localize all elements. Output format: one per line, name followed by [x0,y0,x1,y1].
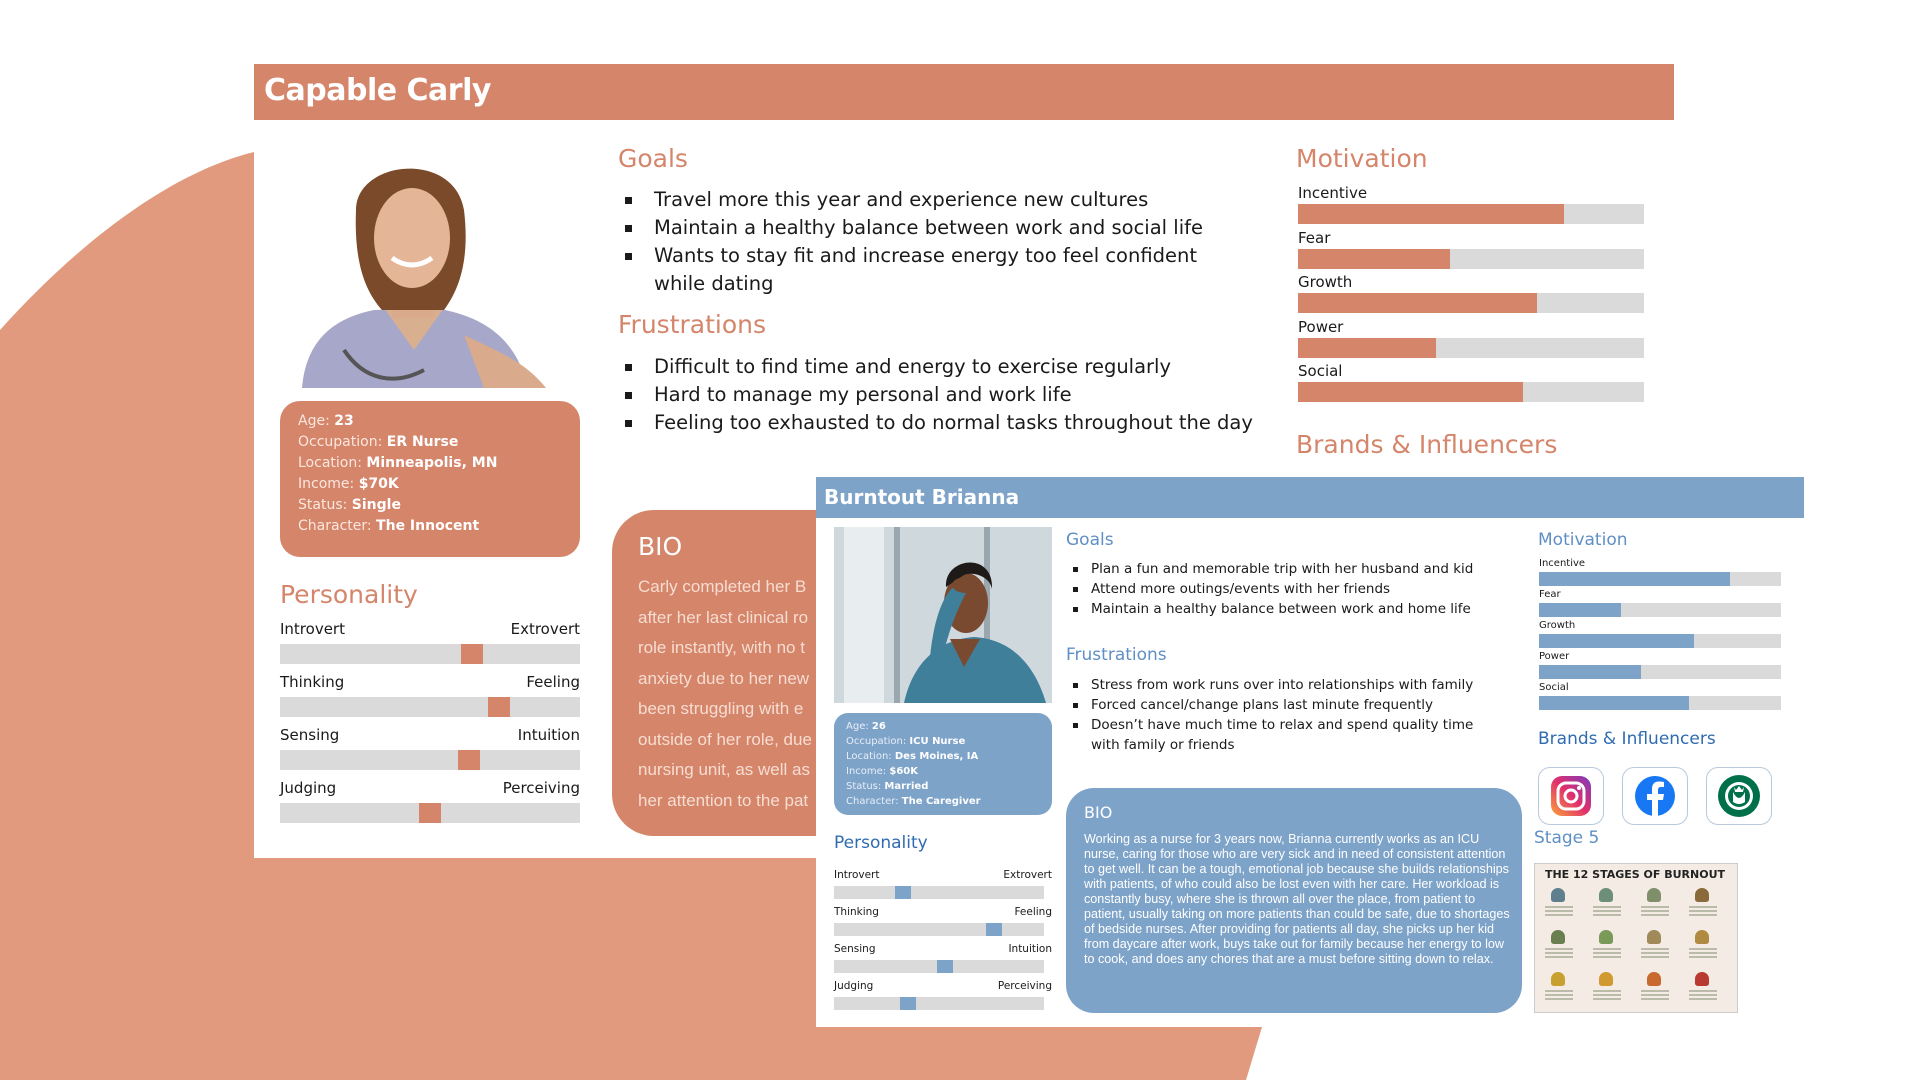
personality-slider-knob [458,750,480,770]
stage-caption-line [1593,952,1621,954]
motivation-bar-fill [1539,572,1730,586]
age-label: Age: [846,721,869,732]
brands-heading: Brands & Influencers [1538,729,1716,749]
stage-caption-line [1545,948,1573,950]
bio-line: role instantly, with no t [638,638,805,657]
demographics-box [834,713,1052,815]
location-label: Location: [298,455,362,471]
frustrations-list [1066,675,1506,755]
burnout-stages-graphic [1534,863,1738,1013]
personality-slider-knob [488,697,510,717]
income-label: Income: [846,766,887,777]
goals-list [618,186,1218,298]
stage-caption-line [1593,906,1621,908]
goal-item: Travel more this year and experience new cultures [618,186,1218,214]
motivation-bar-fill [1539,665,1641,679]
goal-item: Attend more outings/events with her friends [1066,579,1506,599]
personality-left-label: Thinking [280,673,345,691]
frustration-item: Stress from work runs over into relationships with family [1066,675,1506,695]
stage-caption-line [1689,990,1717,992]
motivation-label: Incentive [1298,184,1368,202]
stage-icon [1647,888,1661,902]
stage-caption-line [1545,910,1573,912]
occupation-value: ER Nurse [386,434,459,450]
motivation-label: Incentive [1539,558,1586,569]
frustrations-heading: Frustrations [618,310,767,339]
motivation-bar-track [1539,572,1781,586]
persona-photo [284,150,554,388]
stage-caption-line [1689,952,1717,954]
frustration-item: Doesn’t have much time to relax and spend quality time with family or friends [1066,715,1506,755]
stage-caption-line [1593,994,1621,996]
stage-caption-line [1689,906,1717,908]
personality-slider-track [280,750,580,770]
personality-slider-track [834,923,1044,936]
bio-line: after her last clinical ro [638,607,809,627]
persona-header [816,477,1804,518]
stage-caption-line [1641,994,1669,996]
goals-heading: Goals [618,144,688,173]
stage-caption-line [1545,990,1573,992]
personality-slider-track [834,886,1044,899]
personality-heading: Personality [834,833,928,853]
stage-label: Stage 5 [1534,828,1600,848]
personality-right-label: Feeling [526,673,580,691]
stage-caption-line [1593,990,1621,992]
income-value: $60K [889,766,918,777]
personality-slider-track [280,644,580,664]
location-value: Des Moines, IA [894,751,979,762]
motivation-bar-fill [1298,293,1537,313]
occupation-value: ICU Nurse [909,736,966,747]
stage-caption-line [1641,956,1669,958]
stage-caption-line [1689,956,1717,958]
stage-icon [1551,930,1565,944]
stage-caption-line [1593,998,1621,1000]
personality-slider-track [280,697,580,717]
frustration-item: Feeling too exhausted to do normal tasks throughout the day [618,409,1278,437]
age-label: Age: [298,413,330,429]
motivation-bar-track [1298,293,1644,313]
personality-slider-knob [895,886,911,899]
demographics-box [280,401,580,557]
personality-right-label: Feeling [1014,906,1052,918]
motivation-bar-fill [1298,382,1523,402]
goal-item: Wants to stay fit and increase energy too feel confident while dating [618,242,1218,298]
stage-icon [1695,930,1709,944]
motivation-bar-fill [1539,603,1621,617]
character-value: The Caregiver [901,796,981,807]
stage-caption-line [1641,948,1669,950]
motivation-bar-track [1298,249,1644,269]
brands-heading: Brands & Influencers [1296,430,1558,459]
motivation-bar-fill [1539,634,1694,648]
status-label: Status: [298,497,348,513]
stage-caption-line [1545,906,1573,908]
goal-item: Plan a fun and memorable trip with her husband and kid [1066,559,1506,579]
stage-icon [1599,972,1613,986]
frustration-item: Forced cancel/change plans last minute frequently [1066,695,1506,715]
motivation-bar-track [1539,634,1781,648]
occupation-label: Occupation: [846,736,907,747]
stage-caption-line [1545,952,1573,954]
personality-slider-knob [900,997,916,1010]
bio-heading: BIO [638,532,683,561]
personality-left-label: Sensing [280,726,340,744]
stage-icon [1695,888,1709,902]
personality-left-label: Judging [834,980,874,992]
persona-header [254,64,1674,120]
motivation-label: Fear [1298,228,1331,247]
stage-caption-line [1593,956,1621,958]
bio-line: her attention to the pat [638,790,809,810]
personality-right-label: Perceiving [502,779,580,797]
bio-line: been struggling with e [638,699,804,718]
personality-slider-knob [986,923,1002,936]
location-label: Location: [846,751,892,762]
income-label: Income: [298,476,355,492]
stage-icon [1695,972,1709,986]
bio-line: Carly completed her B [638,577,807,596]
goals-heading: Goals [1066,530,1114,550]
stage-icon [1551,972,1565,986]
age-value: 26 [871,721,886,732]
bio-text: Working as a nurse for 3 years now, Brianna currently works as an ICU nurse, caring for those who are very sick and in need of consistent attention to get well. It can be a tough, emotional job because she builds relationships with patients, of who could also be lost even with her care. Her workload is constantly busy, where she is thrown all over the place, from patient to patient, usually taking on more patients than could be safe, due to shortages of bedside nurses. After providing for patients all day, she picks up her kid from daycare after work, buys take out for family because her energy to low to cook, and does any chores that are a must before sitting down to relax. [1084,832,1510,966]
stage-icon [1599,930,1613,944]
motivation-bar-track [1539,603,1781,617]
bio-heading: BIO [1084,803,1113,822]
stage-caption-line [1641,906,1669,908]
stage-caption-line [1689,910,1717,912]
motivation-heading: Motivation [1296,144,1428,173]
personality-right-label: Extrovert [1003,869,1052,881]
personality-slider-knob [461,644,483,664]
stage-caption-line [1689,948,1717,950]
motivation-bar-track [1539,696,1781,710]
motivation-bar-fill [1298,204,1564,224]
status-value: Single [351,497,401,513]
facebook-icon [1622,767,1688,825]
stage-caption-line [1689,994,1717,996]
personality-left-label: Introvert [280,620,345,638]
stage-caption-line [1545,994,1573,996]
motivation-bar-track [1298,204,1644,224]
stage-icon [1551,888,1565,902]
persona-photo [834,527,1052,703]
personality-right-label: Intuition [1008,943,1052,955]
stage-caption-line [1593,910,1621,912]
goals-list [1066,559,1506,619]
character-value: The Innocent [376,518,480,534]
personality-right-label: Extrovert [510,620,580,638]
goal-item: Maintain a healthy balance between work and social life [618,214,1218,242]
burnout-stages-title: THE 12 STAGES OF BURNOUT [1544,868,1726,881]
motivation-bar-track [1298,338,1644,358]
goal-item: Maintain a healthy balance between work and home life [1066,599,1506,619]
bio-box [1066,788,1522,1013]
persona-card-brianna [816,477,1804,1027]
motivation-heading: Motivation [1538,530,1628,550]
personality-slider-track [834,997,1044,1010]
stage-caption-line [1641,990,1669,992]
persona-name: Capable Carly [264,73,491,108]
location-value: Minneapolis, MN [366,455,498,471]
personality-left-label: Introvert [834,869,880,881]
persona-name: Burntout Brianna [824,485,1020,509]
motivation-bar-fill [1539,696,1689,710]
character-label: Character: [298,518,372,534]
motivation-bar-fill [1298,249,1450,269]
motivation-bar-fill [1298,338,1436,358]
stage-icon [1647,930,1661,944]
character-label: Character: [846,796,899,807]
income-value: $70K [358,476,399,492]
motivation-label: Growth [1298,273,1353,291]
motivation-label: Growth [1539,620,1576,631]
personality-left-label: Sensing [834,943,876,955]
instagram-icon [1538,767,1604,825]
personality-left-label: Thinking [834,906,879,918]
stage-caption-line [1641,998,1669,1000]
motivation-bar-track [1539,665,1781,679]
status-label: Status: [846,781,882,792]
motivation-label: Power [1298,317,1344,336]
personality-right-label: Intuition [517,726,580,744]
personality-left-label: Judging [280,779,337,797]
stage-caption-line [1641,910,1669,912]
personality-heading: Personality [280,580,418,609]
stage-caption-line [1689,914,1717,916]
stage-caption-line [1545,956,1573,958]
bio-line: outside of her role, due [638,729,812,749]
stage-caption-line [1593,914,1621,916]
stage-caption-line [1545,914,1573,916]
stage-caption-line [1641,952,1669,954]
bio-line: anxiety due to her new [638,668,810,688]
personality-right-label: Perceiving [997,980,1052,992]
motivation-label: Fear [1539,589,1561,600]
status-value: Married [884,781,929,792]
frustration-item: Hard to manage my personal and work life [618,381,1278,409]
frustrations-heading: Frustrations [1066,645,1167,665]
stage-icon [1647,972,1661,986]
motivation-label: Social [1298,362,1343,380]
stage-caption-line [1545,998,1573,1000]
motivation-label: Power [1539,651,1570,662]
motivation-label: Social [1539,682,1569,693]
motivation-bar-track [1298,382,1644,402]
personality-slider-knob [419,803,441,823]
starbucks-icon [1706,767,1772,825]
personality-slider-knob [937,960,953,973]
age-value: 23 [334,413,354,429]
frustration-item: Difficult to find time and energy to exercise regularly [618,353,1278,381]
occupation-label: Occupation: [298,434,383,450]
frustrations-list [618,353,1278,437]
stage-caption-line [1641,914,1669,916]
stage-icon [1599,888,1613,902]
stage-caption-line [1689,998,1717,1000]
stage-caption-line [1593,948,1621,950]
bio-line: nursing unit, as well as [638,760,810,779]
